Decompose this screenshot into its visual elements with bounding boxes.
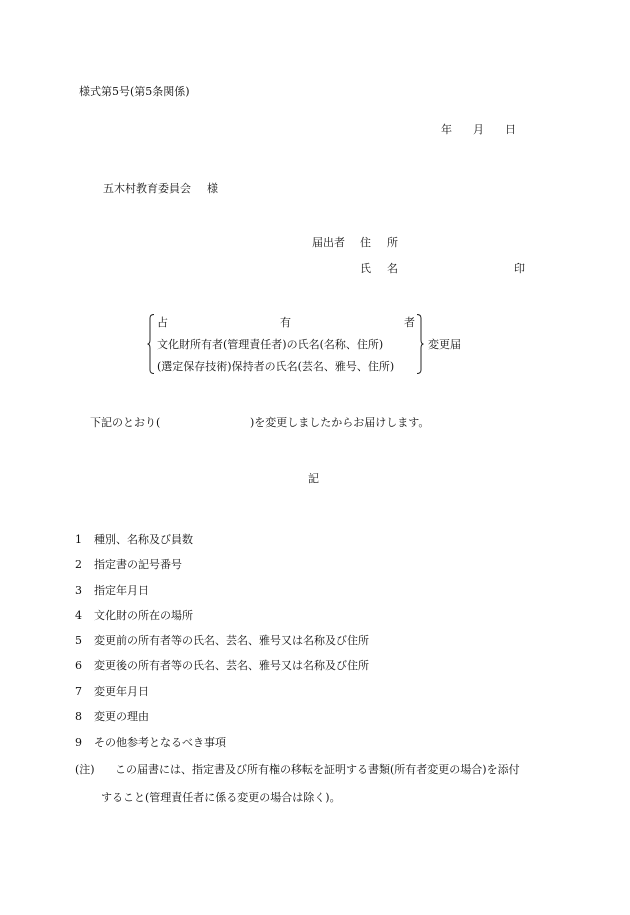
note-label: (注) — [75, 763, 95, 776]
list-item — [75, 710, 149, 724]
option-bearer: (選定保存技術)保持者の氏名(芸名、雅号、住所) — [157, 360, 395, 373]
item-text: 種別、名称及び員数 — [94, 533, 193, 546]
item-number: 3 — [75, 584, 82, 597]
left-brace — [147, 314, 155, 374]
list-item — [75, 558, 182, 572]
item-number: 4 — [75, 609, 82, 622]
item-text: 文化財の所在の場所 — [94, 609, 193, 622]
list-item — [75, 736, 226, 750]
note-line-2: すること(管理責任者に係る変更の場合は除く)。 — [101, 791, 341, 804]
date-year: 年 — [441, 123, 452, 136]
list-item — [75, 634, 369, 648]
item-text: 変更後の所有者等の氏名、芸名、雅号又は名称及び住所 — [94, 659, 369, 672]
list-item — [75, 609, 193, 623]
form-number: 様式第5号(第5条関係) — [79, 85, 190, 98]
change-notice-suffix: 変更届 — [428, 338, 461, 351]
option-owner: 文化財所有者(管理責任者)の氏名(名称、住所) — [157, 338, 384, 351]
list-item — [75, 584, 149, 598]
statement-after-blank: )を変更しましたからお届けします。 — [250, 416, 430, 429]
addressee-organization: 五木村教育委員会 — [103, 182, 191, 195]
item-text: その他参考となるべき事項 — [94, 736, 226, 749]
name-label-2: 名 — [387, 262, 398, 275]
item-text: 指定年月日 — [94, 584, 149, 597]
note-line-1: この届書には、指定書及び所有権の移転を証明する書類(所有者変更の場合)を添付 — [115, 763, 520, 776]
item-text: 変更年月日 — [94, 685, 149, 698]
item-number: 2 — [75, 558, 82, 571]
addressee-honorific: 様 — [207, 182, 218, 195]
list-item — [75, 685, 149, 699]
name-label-1: 氏 — [360, 262, 371, 275]
item-number: 7 — [75, 685, 82, 698]
item-number: 1 — [75, 533, 82, 546]
list-item — [75, 659, 369, 673]
ki-heading: 記 — [308, 472, 319, 485]
item-text: 指定書の記号番号 — [94, 558, 182, 571]
item-number: 8 — [75, 710, 82, 723]
applicant-label: 届出者 — [312, 236, 345, 249]
date-line — [441, 123, 516, 137]
date-month: 月 — [473, 123, 484, 136]
seal-mark: 印 — [514, 262, 525, 275]
item-number: 9 — [75, 736, 82, 749]
option-holder-char-1: 占 — [157, 316, 168, 329]
statement-before-blank: 下記のとおり( — [90, 416, 161, 429]
address-label-2: 所 — [387, 236, 398, 249]
list-item — [75, 533, 193, 547]
item-number: 6 — [75, 659, 82, 672]
item-text: 変更前の所有者等の氏名、芸名、雅号又は名称及び住所 — [94, 634, 369, 647]
address-label-1: 住 — [360, 236, 371, 249]
date-day: 日 — [505, 123, 516, 136]
option-holder-char-3: 者 — [404, 316, 415, 329]
item-number: 5 — [75, 634, 82, 647]
option-holder-char-2: 有 — [280, 316, 291, 329]
item-text: 変更の理由 — [94, 710, 149, 723]
right-brace — [416, 314, 424, 374]
